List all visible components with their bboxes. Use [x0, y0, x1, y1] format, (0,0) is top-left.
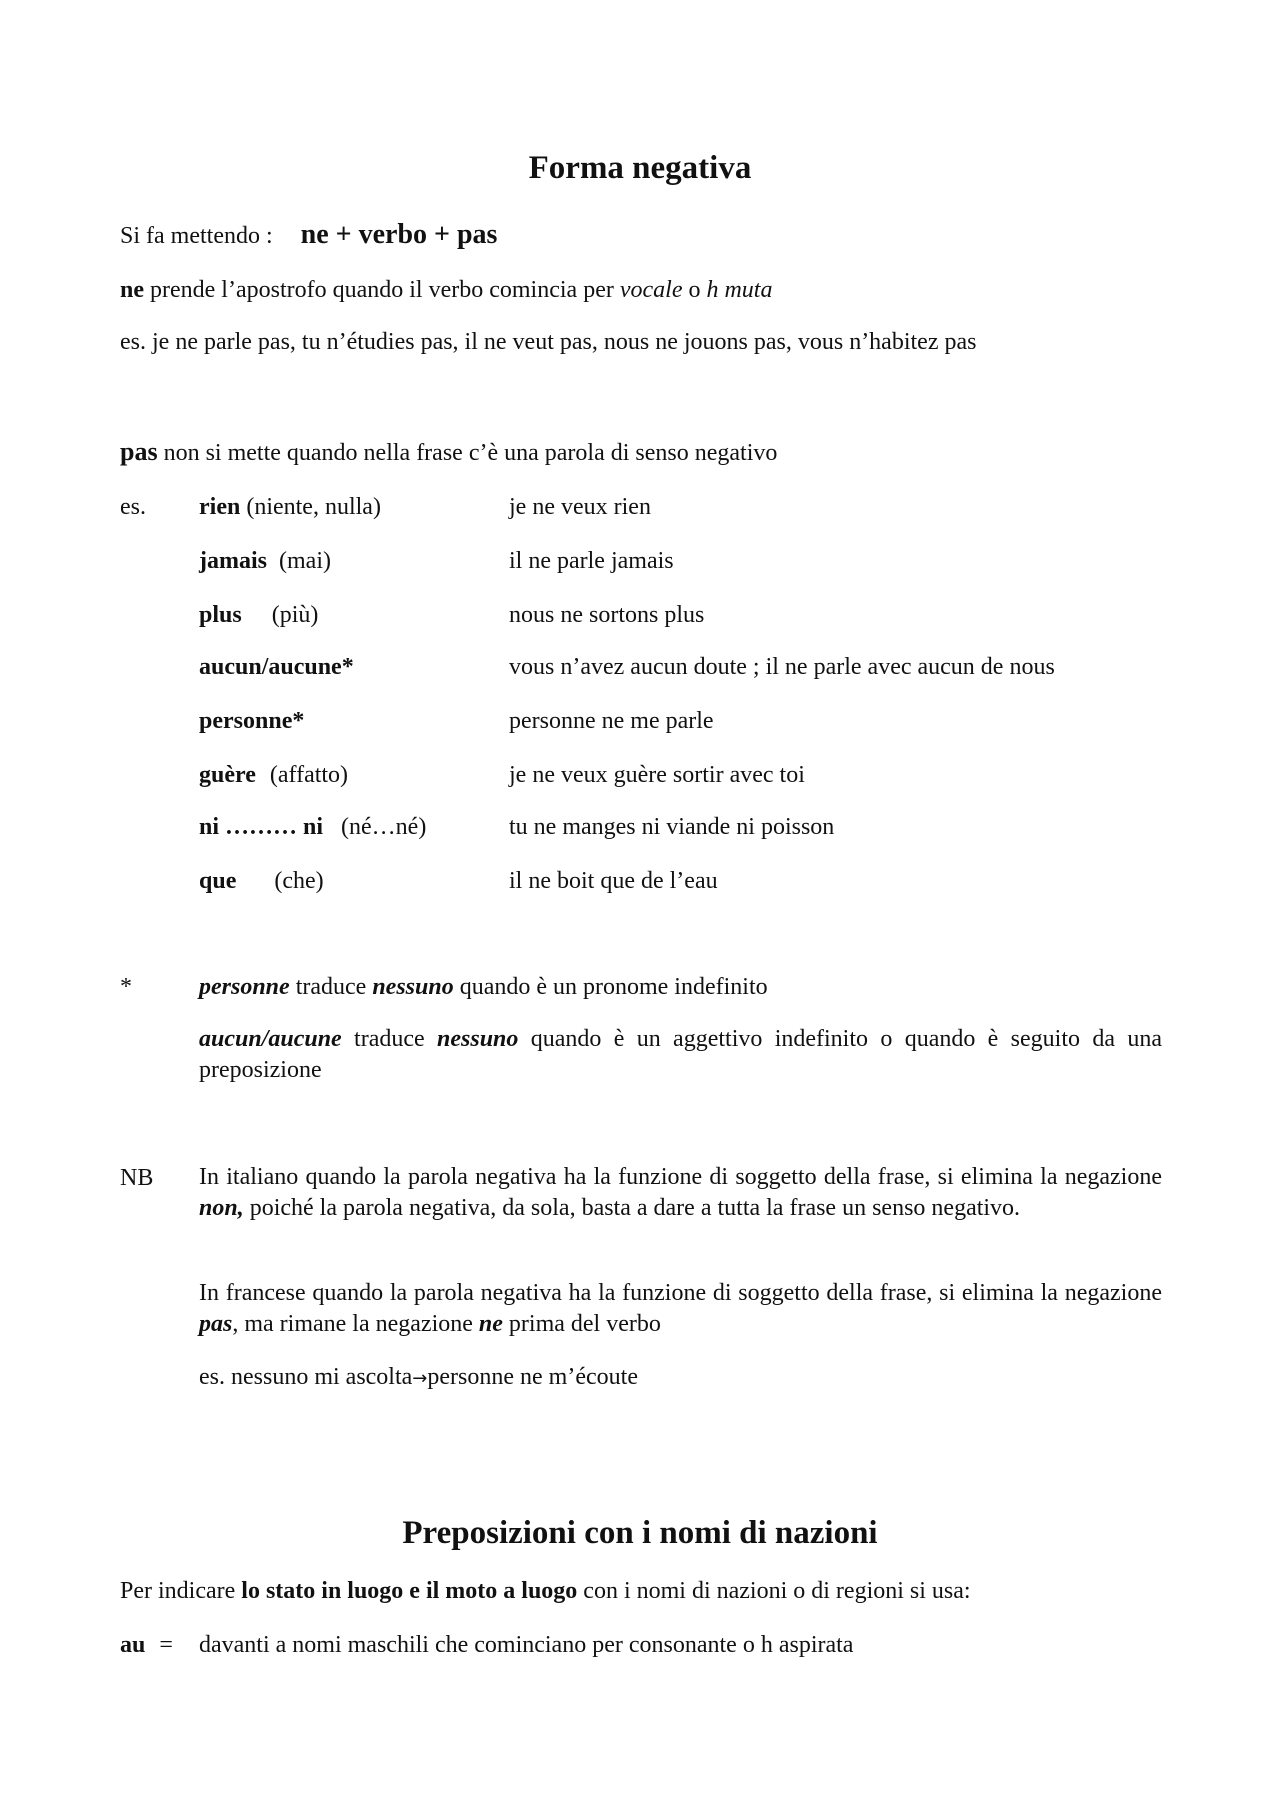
list-item-example: nous ne sortons plus	[509, 602, 705, 628]
right-arrow-icon: →	[412, 1368, 428, 1389]
list-item-example: il ne boit que de l’eau	[509, 868, 718, 894]
list-item-example: je ne veux guère sortir avec toi	[509, 762, 805, 788]
list-item-word: jamais (mai)	[199, 548, 331, 574]
nb-marker: NB	[120, 1165, 154, 1191]
example-line: es. je ne parle pas, tu n’étudies pas, il ne veut pas, nous ne jouons pas, vous n’habitez pas	[120, 329, 977, 355]
list-item-word: aucun/aucune*	[199, 654, 354, 680]
list-item-example: personne ne me parle	[509, 708, 714, 734]
es-label: es.	[120, 494, 146, 520]
apostrophe-rule: ne prende l’apostrofo quando il verbo comincia per vocale o h muta	[120, 277, 773, 303]
list-item-example: je ne veux rien	[509, 494, 651, 520]
list-item-example: tu ne manges ni viande ni poisson	[509, 814, 835, 840]
list-item-example: il ne parle jamais	[509, 548, 674, 574]
section2-intro: Per indicare lo stato in luogo e il moto a luogo con i nomi di nazioni o di regioni si usa:	[120, 1578, 971, 1604]
negation-formula: ne + verbo + pas	[300, 219, 498, 250]
list-item-word: guère (affatto)	[199, 762, 349, 788]
intro-line: Si fa mettendo : ne + verbo + pas	[120, 219, 498, 250]
nb-italian-paragraph: In italiano quando la parola negativa ha la funzione di soggetto della frase, si elimina la negazione non, poiché la parola negativa, da sola, basta a dare a tutta la frase un senso negativo.	[199, 1164, 1162, 1221]
nb-example: es. nessuno mi ascolta→personne ne m’écoute	[199, 1364, 638, 1390]
footnote-aucun: aucun/aucune traduce nessuno quando è un aggettivo indefinito o quando è seguito da una preposizione	[199, 1026, 1162, 1083]
footnote-marker: *	[120, 974, 132, 1000]
pas-rule: pas non si mette quando nella frase c’è una parola di senso negativo	[120, 437, 778, 466]
list-item-word: rien (niente, nulla)	[199, 494, 381, 520]
footnote-personne: personne traduce nessuno quando è un pronome indefinito	[199, 974, 768, 1000]
list-item-word: ni ……… ni (né…né)	[199, 814, 427, 840]
list-item-word: personne*	[199, 708, 305, 734]
list-item-word: plus (più)	[199, 602, 319, 628]
section-title: Preposizioni con i nomi di nazioni	[402, 1515, 878, 1551]
list-item-word: que (che)	[199, 868, 324, 894]
nb-french-paragraph: In francese quando la parola negativa ha la funzione di soggetto della frase, si elimina la negazione pas, ma rimane la negazione ne prima del verbo	[199, 1280, 1162, 1337]
au-definition: davanti a nomi maschili che cominciano per consonante o h aspirata	[199, 1632, 854, 1658]
list-item-example: vous n’avez aucun doute ; il ne parle avec aucun de nous	[509, 654, 1055, 680]
page-title: Forma negativa	[528, 150, 752, 186]
au-term: au =	[120, 1632, 173, 1658]
